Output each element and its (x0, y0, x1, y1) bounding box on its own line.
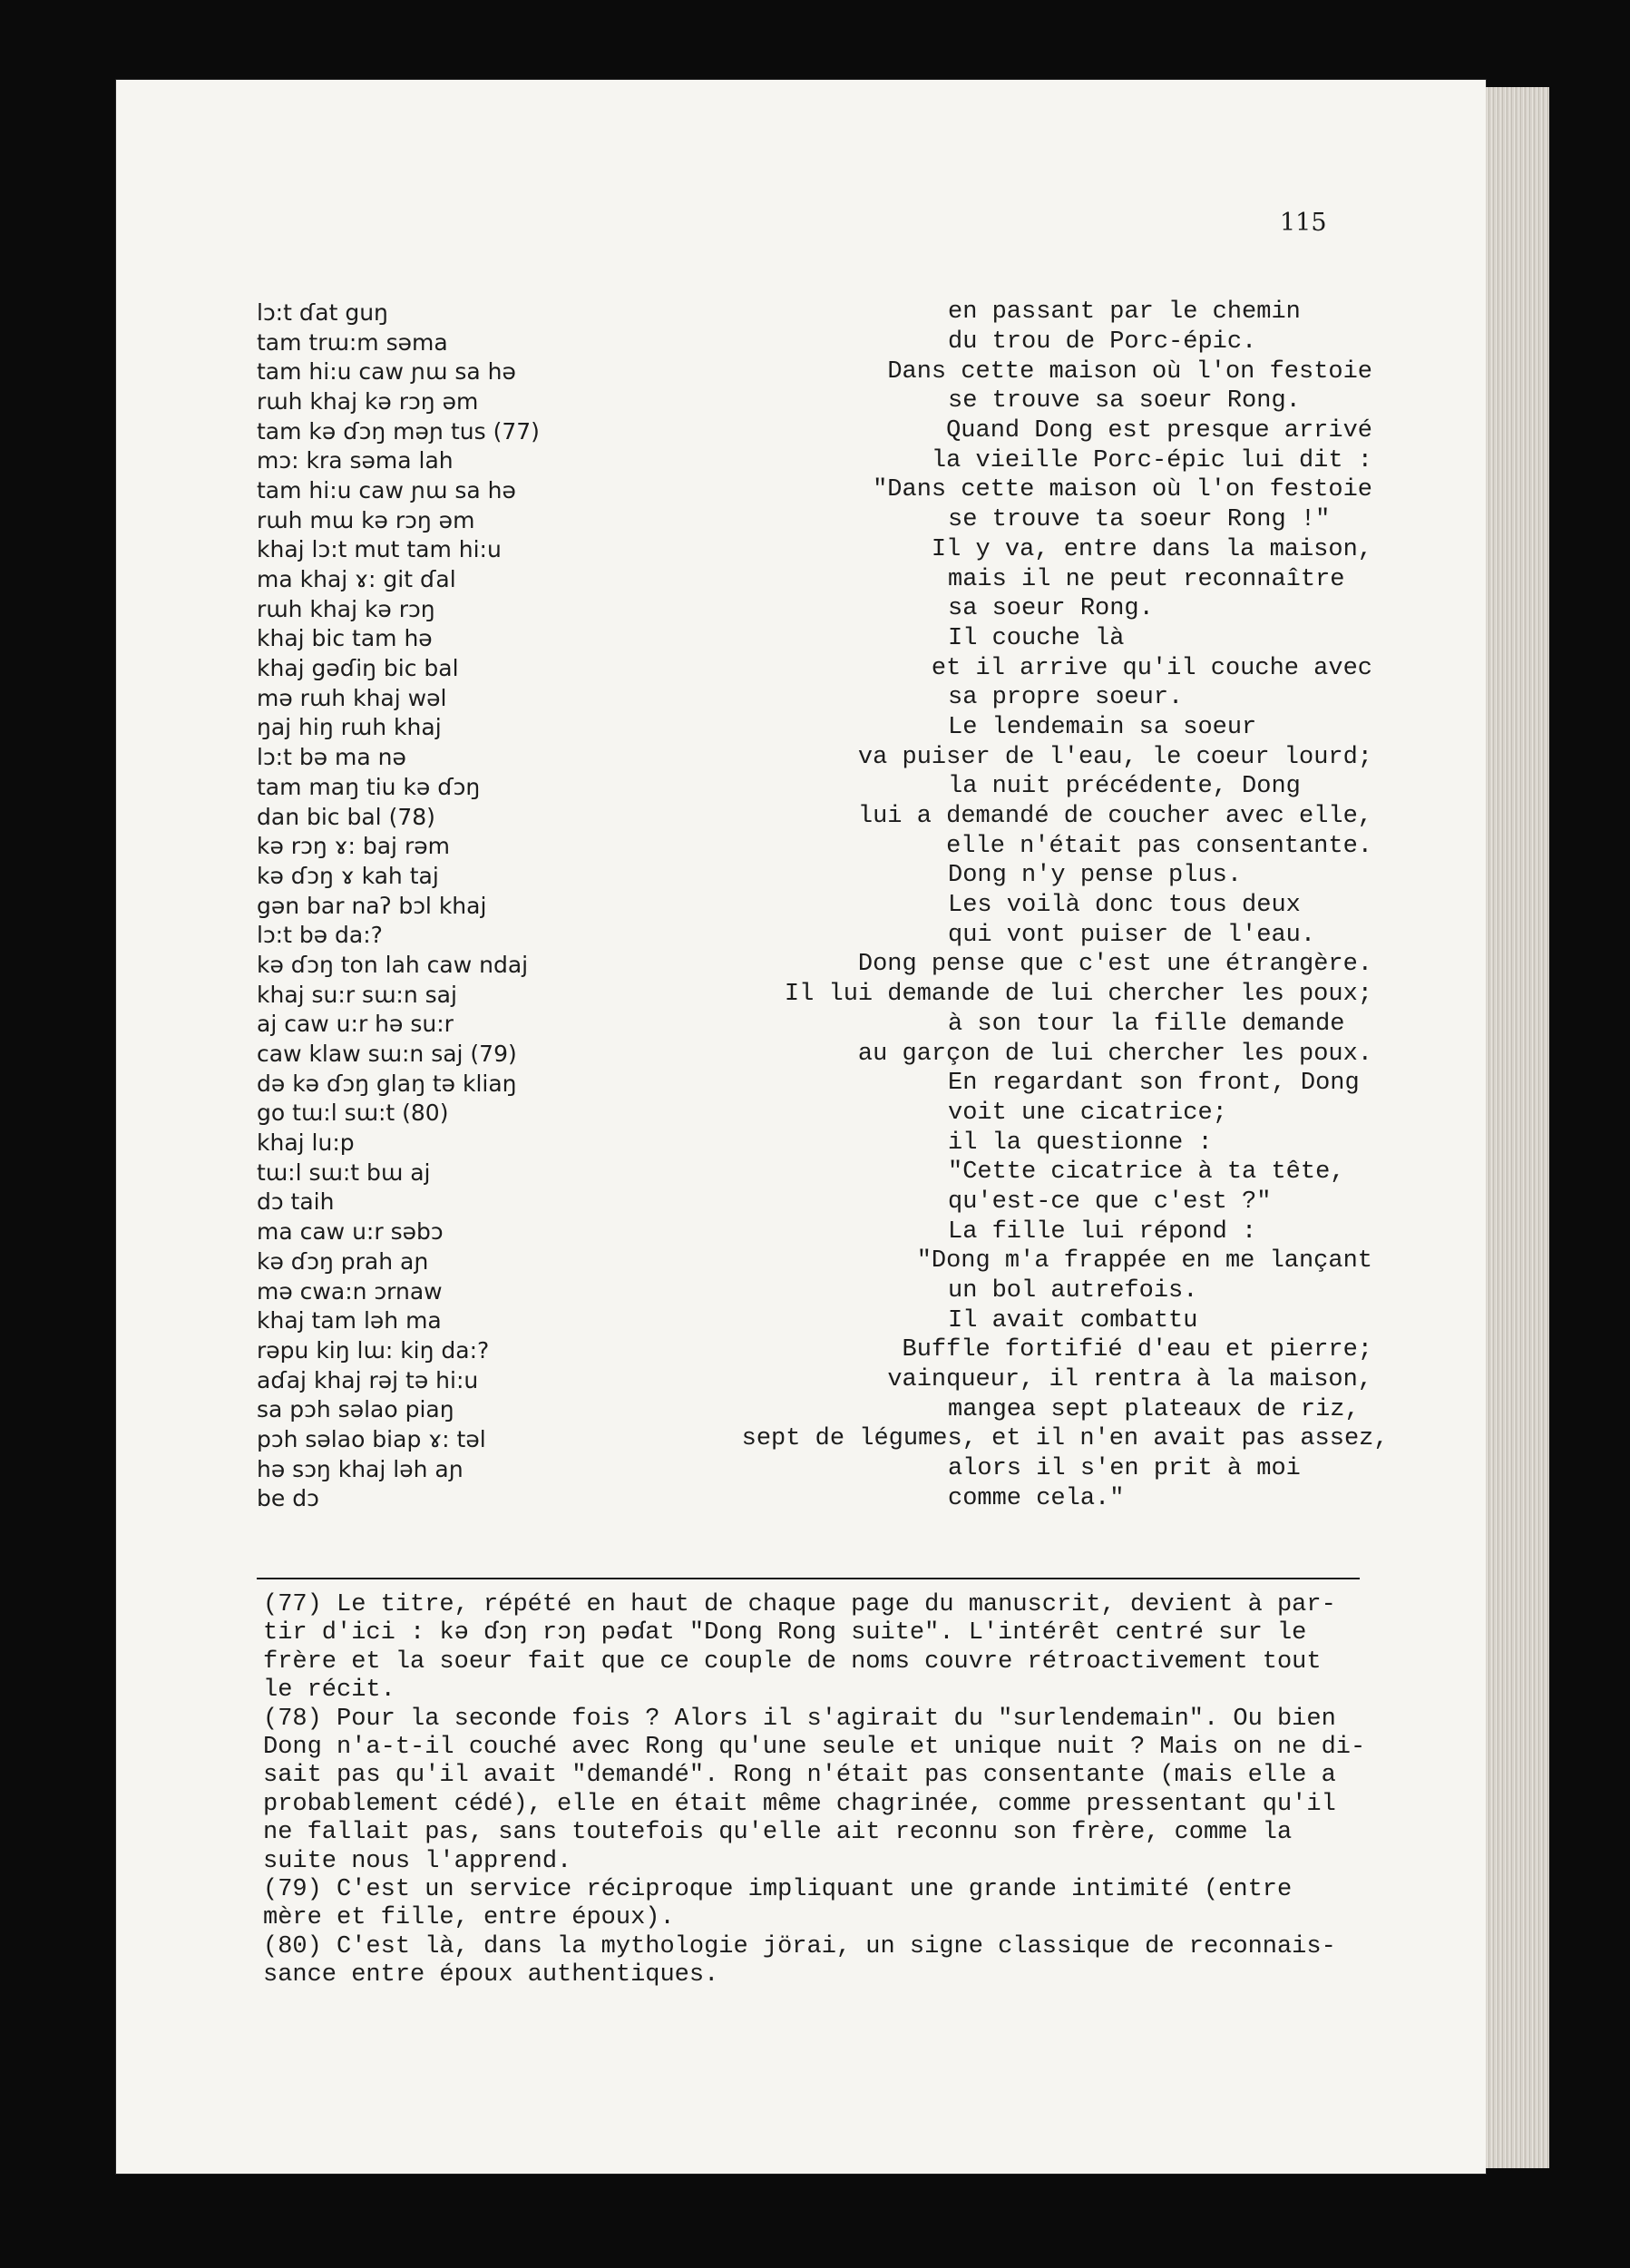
footnote-line: Dong n'a-t-il couché avec Rong qu'une seule et unique nuit ? Mais on ne di- (263, 1734, 1366, 1762)
verse-line (257, 831, 1372, 861)
french-translation: "Cette cicatrice à ta tête, (948, 1158, 1345, 1187)
verse-line (257, 1039, 1372, 1069)
footnotes (263, 1591, 1379, 1990)
jorai-text: khaj bic tam hə (257, 625, 433, 652)
french-translation: Dong n'y pense plus. (948, 862, 1243, 890)
verse-line (257, 742, 1372, 772)
french-translation: Il y va, entre dans la maison, (931, 535, 1372, 563)
jorai-text: khaj gəɗiŋ bic bal (257, 655, 459, 682)
french-translation: Quand Dong est presque arrivé (946, 417, 1372, 445)
verse-line (257, 920, 1372, 950)
french-translation: comme cela." (948, 1484, 1125, 1512)
jorai-text: də kə ɗɔŋ glaŋ tə kliaŋ (257, 1070, 517, 1097)
jorai-text: aj caw u:r hə su:r (257, 1011, 454, 1038)
jorai-text: gən bar naʔ bɔl khaj (257, 892, 487, 919)
french-translation: sa soeur Rong. (948, 595, 1154, 623)
french-translation: mais il ne peut reconnaître (948, 565, 1345, 593)
french-translation: "Dong m'a frappée en me lançant (916, 1247, 1372, 1276)
verse-line (257, 1394, 1372, 1424)
footnote-line: probablement cédé), elle en était même chagrinée, comme pressentant qu'il (263, 1790, 1336, 1818)
jorai-text: khaj tam ləh ma (257, 1307, 442, 1334)
verse-line (257, 653, 1372, 683)
footnote (263, 1876, 1379, 1933)
footnote-separator (257, 1578, 1360, 1579)
verse-line (257, 1484, 1372, 1514)
verse-line (257, 564, 1372, 594)
french-translation: en passant par le chemin (948, 298, 1301, 327)
verse-line (257, 1305, 1372, 1335)
jorai-text: tam maŋ tiu kə ɗɔŋ (257, 773, 481, 800)
french-translation: vainqueur, il rentra à la maison, (887, 1366, 1372, 1394)
french-translation: La fille lui répond : (948, 1217, 1257, 1246)
french-translation: Il avait combattu (948, 1306, 1198, 1334)
jorai-text: ma khaj ɤ: git ɗal (257, 566, 456, 593)
french-translation: Les voilà donc tous deux (948, 892, 1301, 920)
french-translation: Il lui demande de lui chercher les poux; (784, 981, 1372, 1009)
footnote-line: (80) C'est là, dans la mythologie jörai, un signe classique de reconnais- (263, 1932, 1336, 1960)
verse-line (257, 386, 1372, 416)
verse-line (257, 1069, 1372, 1099)
french-translation: et il arrive qu'il couche avec (931, 654, 1372, 682)
footnote-line: (78) Pour la seconde fois ? Alors il s'agirait du "surlendemain". Ou bien (263, 1705, 1336, 1733)
verse-line (257, 535, 1372, 565)
footnote-line: frère et la soeur fait que ce couple de noms couvre rétroactivement tout (263, 1647, 1322, 1676)
verse-line (257, 1188, 1372, 1217)
footnote-line: (79) C'est un service réciproque impliquant une grande intimité (entre (263, 1876, 1293, 1904)
french-translation: lui a demandé de coucher avec elle, (857, 803, 1372, 831)
french-translation: Dong pense que c'est une étrangère. (857, 951, 1372, 979)
verse-line (257, 1246, 1372, 1276)
french-translation: au garçon de lui chercher les poux. (857, 1040, 1372, 1068)
verse-line (257, 1454, 1372, 1484)
french-translation: il la questionne : (948, 1129, 1213, 1157)
footnote-line: suite nous l'apprend. (263, 1847, 572, 1875)
jorai-text: khaj lɔ:t mut tam hi:u (257, 536, 502, 563)
jorai-text: dan bic bal (78) (257, 803, 435, 830)
french-translation: à son tour la fille demande (948, 1010, 1345, 1038)
jorai-text: khaj su:r sɯ:n saj (257, 981, 457, 1008)
page-stack-edge (1486, 87, 1549, 2168)
footnote-line: le récit. (263, 1677, 395, 1705)
jorai-text: rɯh mɯ kə rɔŋ əm (257, 506, 475, 533)
verse-line (257, 416, 1372, 446)
verse-line (257, 980, 1372, 1010)
jorai-text: rɯh khaj kə rɔŋ (257, 595, 435, 622)
french-translation: Buffle fortifié d'eau et pierre; (902, 1336, 1372, 1364)
french-translation: "Dans cette maison où l'on festoie (873, 476, 1372, 504)
verse-line (257, 1424, 1389, 1454)
footnote-line: sait pas qu'il avait "demandé". Rong n'était pas consentante (mais elle a (263, 1762, 1336, 1790)
french-translation: sept de légumes, et il n'en avait pas assez, (741, 1425, 1389, 1453)
french-translation: se trouve sa soeur Rong. (948, 387, 1301, 415)
footnote-line: tir d'ici : kə ɗɔŋ rɔŋ pəɗat "Dong Rong suite". L'intérêt centré sur le (263, 1619, 1307, 1647)
verse-line (257, 713, 1372, 743)
french-translation: du trou de Porc-épic. (948, 328, 1257, 357)
jorai-text: kə rɔŋ ɤ: baj rəm (257, 833, 450, 860)
verse-line (257, 1010, 1372, 1040)
french-translation: qu'est-ce que c'est ?" (948, 1188, 1272, 1216)
french-translation: va puiser de l'eau, le coeur lourd; (857, 743, 1372, 771)
french-translation: voit une cicatrice; (948, 1099, 1227, 1127)
french-translation: sa propre soeur. (948, 684, 1184, 712)
jorai-text: be dɔ (257, 1485, 319, 1512)
french-translation: alors il s'en prit à moi (948, 1455, 1301, 1483)
verse-line (257, 891, 1372, 921)
jorai-text: mə cwa:n ɔrnaw (257, 1277, 443, 1305)
jorai-text: kə ɗɔŋ ton lah caw ndaj (257, 951, 529, 978)
verse-line (257, 802, 1372, 832)
french-translation: se trouve ta soeur Rong !" (948, 506, 1331, 534)
verse-line (257, 505, 1372, 535)
french-translation: mangea sept plateaux de riz, (948, 1395, 1360, 1423)
jorai-text: rɯh khaj kə rɔŋ əm (257, 387, 479, 415)
jorai-text: dɔ taih (257, 1188, 335, 1216)
jorai-text: kə ɗɔŋ ɤ kah taj (257, 862, 439, 889)
verse-line (257, 357, 1372, 386)
verse-line (257, 772, 1372, 802)
french-translation: elle n'était pas consentante. (946, 832, 1372, 860)
verse-line (257, 594, 1372, 624)
page-number: 115 (1280, 209, 1327, 237)
jorai-text: hə sɔŋ khaj ləh aɲ (257, 1455, 464, 1482)
verse-line (257, 327, 1372, 357)
french-translation: Le lendemain sa soeur (948, 713, 1257, 741)
verse-line (257, 624, 1372, 654)
jorai-text: aɗaj khaj rəj tə hi:u (257, 1366, 479, 1393)
french-translation: la vieille Porc-épic lui dit : (931, 446, 1372, 474)
jorai-text: khaj lu:p (257, 1129, 355, 1157)
jorai-text: ma caw u:r səbɔ (257, 1218, 444, 1246)
jorai-text: tɯ:l sɯ:t bɯ aj (257, 1158, 431, 1186)
footnote-line: sance entre époux authentiques. (263, 1961, 719, 1989)
verse-line (257, 1158, 1372, 1188)
jorai-text: rəpu kiŋ lɯ: kiŋ da:? (257, 1336, 490, 1364)
french-translation: Dans cette maison où l'on festoie (887, 357, 1372, 386)
jorai-text: lɔ:t ɗat guŋ (257, 298, 388, 326)
verse-line (257, 445, 1372, 475)
jorai-text: ŋaj hiŋ rɯh khaj (257, 714, 442, 741)
jorai-text: tam hi:u caw ɲɯ sa hə (257, 476, 516, 503)
verse-line (257, 683, 1372, 713)
french-translation: un bol autrefois. (948, 1277, 1198, 1305)
jorai-text: lɔ:t bə ma nə (257, 744, 406, 771)
french-translation: la nuit précédente, Dong (948, 773, 1301, 801)
verse-line (257, 950, 1372, 980)
verse-line (257, 1099, 1372, 1129)
jorai-text: tam trɯ:m səma (257, 328, 448, 356)
verse-line (257, 1276, 1372, 1306)
jorai-text: caw klaw sɯ:n saj (79) (257, 1041, 517, 1068)
jorai-text: go tɯ:l sɯ:t (80) (257, 1100, 449, 1127)
footnote-line: mère et fille, entre époux). (263, 1904, 675, 1932)
verse-line (257, 1335, 1372, 1365)
french-translation: Il couche là (948, 624, 1125, 652)
jorai-text: lɔ:t bə da:? (257, 922, 383, 949)
footnote-line: (77) Le titre, répété en haut de chaque page du manuscrit, devient à par- (263, 1591, 1336, 1618)
footnote (263, 1706, 1379, 1876)
verse-line (257, 1128, 1372, 1158)
french-translation: En regardant son front, Dong (948, 1070, 1360, 1098)
jorai-text: tam kə ɗɔŋ məɲ tus (77) (257, 417, 540, 445)
jorai-text: mə rɯh khaj wəl (257, 684, 447, 711)
french-translation: qui vont puiser de l'eau. (948, 921, 1316, 949)
footnote (263, 1591, 1379, 1706)
footnote-line: ne fallait pas, sans toutefois qu'elle ait reconnu son frère, comme la (263, 1819, 1293, 1847)
verse-line (257, 1365, 1372, 1395)
jorai-text: pɔh səlao biap ɤ: təl (257, 1425, 486, 1452)
verse-line (257, 861, 1372, 891)
verse-line (257, 475, 1372, 505)
bilingual-verse-text (257, 298, 1389, 1513)
jorai-text: sa pɔh səlao piaŋ (257, 1396, 454, 1423)
jorai-text: mɔ: kra səma lah (257, 447, 454, 474)
verse-line (257, 298, 1372, 327)
jorai-text: tam hi:u caw ɲɯ sa hə (257, 358, 516, 386)
jorai-text: kə ɗɔŋ prah aɲ (257, 1247, 429, 1275)
footnote (263, 1933, 1379, 1990)
verse-line (257, 1217, 1372, 1246)
